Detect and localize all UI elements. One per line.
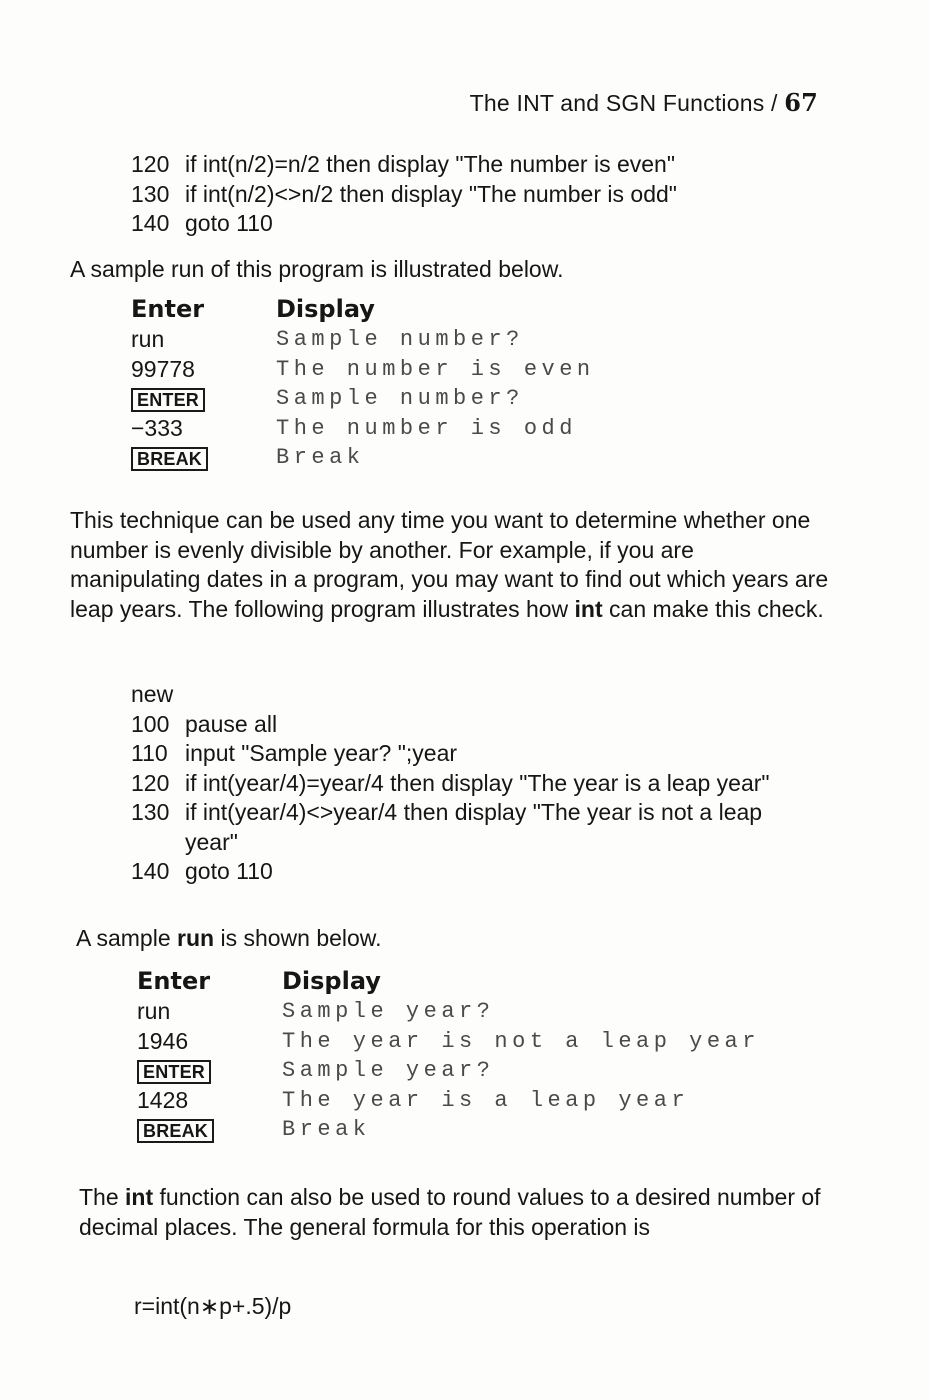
enter-cell <box>137 1116 282 1143</box>
code-line <box>131 680 811 710</box>
paragraph-text: This technique can be used any time you want to determine whether one number is evenly divisible by another. For example, if you are manipulating dates in a program, you may want to find out which years are leap years. The following program illustrates how <box>70 507 829 622</box>
enter-cell <box>131 444 276 471</box>
display-cell: Sample number? <box>276 327 524 353</box>
header-title: The INT and SGN Functions / <box>469 90 778 116</box>
table-row <box>131 443 731 473</box>
line-text: if int(n/2)=n/2 then display "The number is even" <box>185 151 676 177</box>
enter-cell: 1946 <box>137 1027 189 1054</box>
enter-key-icon: ENTER <box>137 1060 211 1084</box>
line-text: pause all <box>185 710 278 737</box>
line-number: 140 <box>131 858 170 884</box>
line-number: 140 <box>131 210 170 236</box>
break-key-icon: BREAK <box>137 1119 214 1143</box>
paragraph-text: can make this check. <box>602 595 824 622</box>
line-number: 110 <box>131 740 168 766</box>
enter-cell: −333 <box>131 414 183 441</box>
break-key-icon: BREAK <box>131 447 208 471</box>
enter-cell <box>131 385 276 412</box>
line-text: if int(n/2)<>n/2 then display "The number is odd" <box>185 180 677 207</box>
table-row <box>131 384 731 414</box>
enter-cell: run <box>137 998 171 1025</box>
page-number: 67 <box>784 88 818 117</box>
enter-cell: 1428 <box>137 1086 189 1113</box>
line-number: 130 <box>131 799 170 825</box>
line-number: 120 <box>131 151 170 177</box>
paragraph-text: function can also be used to round values to a desired number of decimal places. The general formula for this operation is <box>79 1184 821 1240</box>
table-row <box>137 1086 787 1116</box>
line-number: 120 <box>131 769 170 796</box>
col-enter-heading: Enter <box>131 294 205 323</box>
sample-2-intro <box>76 924 836 954</box>
table-row <box>137 1115 787 1145</box>
display-cell: The number is even <box>276 356 595 382</box>
paragraph-text: The <box>79 1184 126 1210</box>
display-cell: Sample year? <box>282 1058 495 1084</box>
code-line <box>131 180 831 210</box>
keyword-run: run <box>177 925 215 951</box>
program-2-listing <box>131 680 811 887</box>
code-line <box>131 209 831 239</box>
display-cell: Sample year? <box>282 999 495 1025</box>
intro-text: is shown below. <box>214 925 382 951</box>
code-line <box>131 739 811 769</box>
code-line <box>131 769 811 799</box>
line-text: goto 110 <box>185 858 273 884</box>
enter-cell: run <box>131 326 165 353</box>
code-line <box>131 798 811 857</box>
paragraph-1 <box>70 506 830 624</box>
table-row <box>131 414 731 444</box>
display-cell: Break <box>282 1117 371 1143</box>
display-cell: Break <box>276 445 365 471</box>
enter-cell: 99778 <box>131 355 195 382</box>
table-row <box>131 355 731 385</box>
table-header <box>131 292 731 325</box>
rounding-formula: r=int(n∗p+.5)/p <box>134 1293 292 1319</box>
keyword-int: int <box>574 595 603 622</box>
line-text: if int(year/4)<>year/4 then display "The year is not a leap year" <box>185 799 763 855</box>
enter-key-icon: ENTER <box>131 388 205 412</box>
code-line <box>131 710 811 740</box>
line-text: if int(year/4)=year/4 then display "The year is a leap year" <box>185 769 770 796</box>
table-row <box>137 1056 787 1086</box>
keyword-int: int <box>125 1184 154 1210</box>
col-enter-heading: Enter <box>137 966 211 995</box>
display-cell: The number is odd <box>276 415 577 441</box>
line-text: input "Sample year? ";year <box>185 740 458 766</box>
line-text: new <box>131 681 174 707</box>
enter-cell <box>137 1057 282 1084</box>
table-row <box>137 997 787 1027</box>
code-line <box>131 857 811 887</box>
code-line <box>131 150 831 180</box>
sample-1-intro: A sample run of this program is illustrated below. <box>70 256 564 282</box>
line-number: 100 <box>131 710 170 737</box>
table-row <box>131 325 731 355</box>
line-text: goto 110 <box>185 210 273 236</box>
col-display-heading: Display <box>276 294 375 323</box>
program-1-listing <box>131 150 831 239</box>
line-number: 130 <box>131 180 170 207</box>
sample-run-1-table <box>131 292 731 473</box>
display-cell: The year is not a leap year <box>282 1028 760 1054</box>
sample-run-2-table <box>137 964 787 1145</box>
intro-text: A sample <box>76 925 177 951</box>
table-row <box>137 1027 787 1057</box>
paragraph-2 <box>79 1183 827 1242</box>
table-header <box>137 964 787 997</box>
col-display-heading: Display <box>282 966 381 995</box>
display-cell: The year is a leap year <box>282 1087 690 1113</box>
display-cell: Sample number? <box>276 386 524 412</box>
running-header <box>470 88 818 117</box>
